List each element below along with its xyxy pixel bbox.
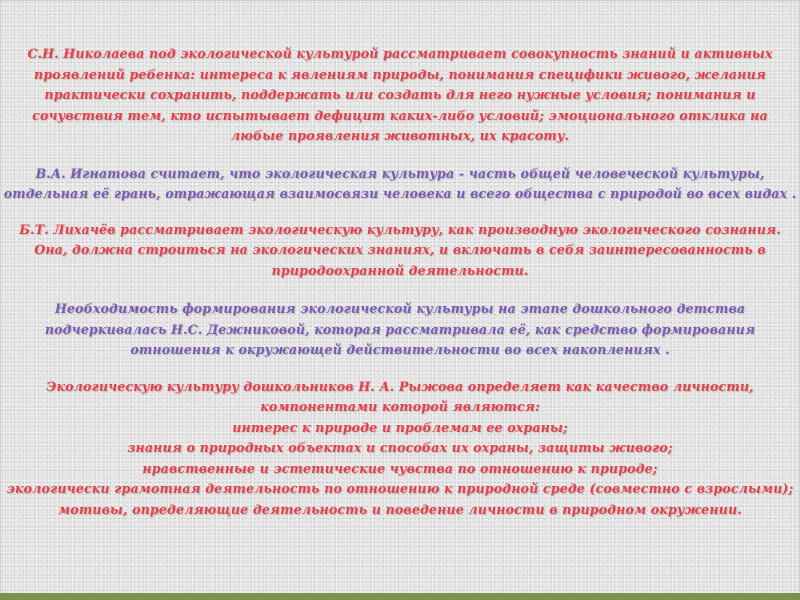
paragraph-likhachev: Б.Т. Лихачёв рассматривает экологическую культуру, как производную экологического сознания. Она, должна строиться на экологических знаниях, и включать в себя заинтересованность в природоохранной деятельности. bbox=[19, 221, 781, 278]
paragraph-dezhnikova: Необходимость формирования экологической культуры на этапе дошкольного детства подчеркивалась Н.С. Дежниковой, которая рассматривала её, как средство формирования отношения к окружающей действительности во всех накоплениях . bbox=[44, 301, 756, 357]
paragraph-nikolaeva: С.Н. Николаева под экологической культурой рассматривает совокупность знаний и активных проявлений ребенка: интереса к явлениям природы, понимания специфики живого, желания практически сохранить, поддержать или создать для него нужные условия; понимания и сочувствия тем, кто испытывает дефицит каких-либо условий; эмоционального отклика на любые проявления животных, их красоту. bbox=[27, 46, 773, 143]
paragraph-ryzhova: Экологическую культуру дошкольников Н. А. Рыжова определяет как качество личности, компонентами которой являются: интерес к природе и проблемам ее охраны; знания о природных объектах и способах их охраны, защиты живого; нравственные и эстетические чувства по отношению к природе; экологически грамотная деятельность по отношению к природной среде (совместно с взрослыми); мотивы, определяющие деятельность и поведение личности в природном окружении. bbox=[6, 378, 794, 517]
bottom-accent-strip bbox=[0, 593, 800, 600]
slide-content bbox=[0, 44, 800, 520]
paragraph-ignatova: В.А. Игнатова считает, что экологическая культура - часть общей человеческой культуры, отдельная её грань, отражающая взаимосвязи человека и всего общества с природой во всех видах . bbox=[3, 165, 797, 201]
